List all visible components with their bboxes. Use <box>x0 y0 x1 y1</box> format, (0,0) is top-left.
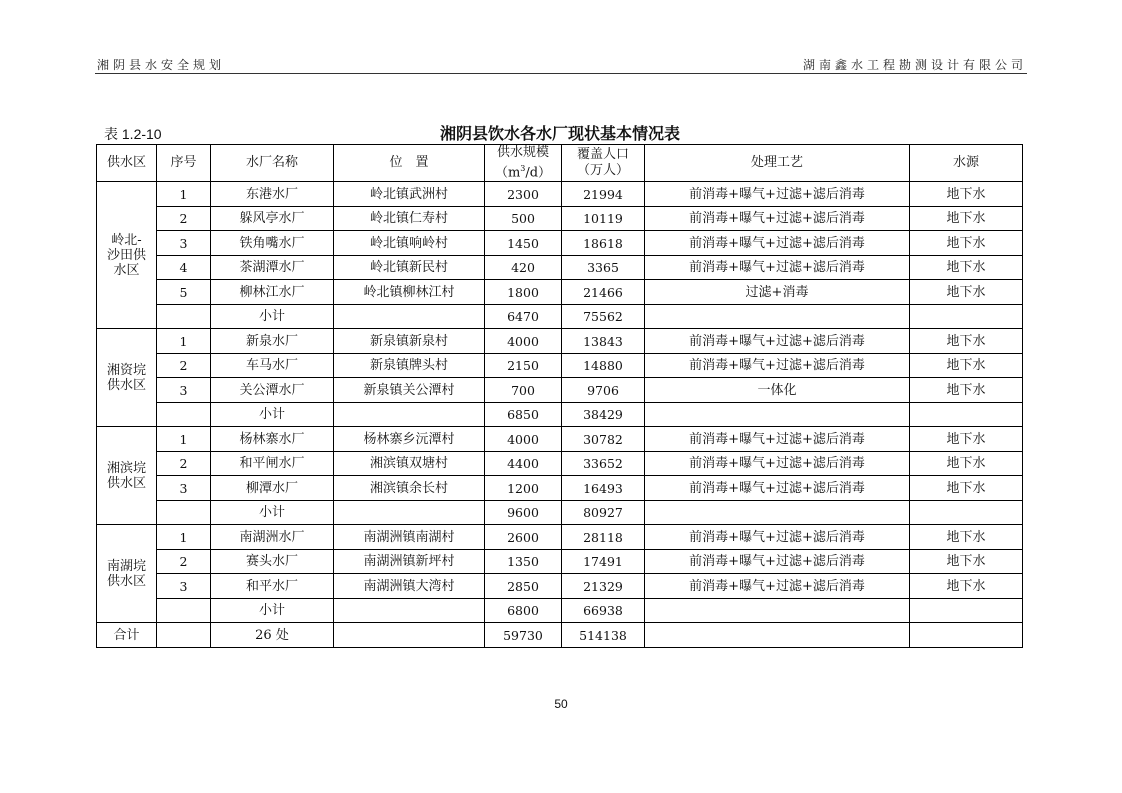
area-cell <box>97 329 157 427</box>
total-location-cell <box>334 623 485 648</box>
population-cell: 16493 <box>562 476 645 501</box>
scale-cell: 1450 <box>485 231 562 256</box>
plant-name-cell: 柳林江水厂 <box>211 280 334 305</box>
subtotal-label-cell: 小计 <box>211 500 334 525</box>
process-cell: 前消毒+曝气+过滤+滤后消毒 <box>645 451 910 476</box>
subtotal-population-cell: 80927 <box>562 500 645 525</box>
subtotal-source-cell <box>910 402 1023 427</box>
plant-name-cell: 柳潭水厂 <box>211 476 334 501</box>
process-cell: 前消毒+曝气+过滤+滤后消毒 <box>645 427 910 452</box>
source-cell: 地下水 <box>910 255 1023 280</box>
population-cell: 13843 <box>562 329 645 354</box>
seq-cell: 2 <box>157 451 211 476</box>
population-cell: 21466 <box>562 280 645 305</box>
subtotal-seq-cell <box>157 304 211 329</box>
header-rule <box>95 73 1027 74</box>
subtotal-scale-cell: 6850 <box>485 402 562 427</box>
source-cell: 地下水 <box>910 378 1023 403</box>
subtotal-process-cell <box>645 598 910 623</box>
location-cell: 南湖洲镇南湖村 <box>334 525 485 550</box>
subtotal-population-cell: 38429 <box>562 402 645 427</box>
subtotal-row <box>97 598 1023 623</box>
subtotal-scale-cell: 6470 <box>485 304 562 329</box>
area-line: 沙田供 <box>106 247 146 263</box>
process-cell: 一体化 <box>645 378 910 403</box>
source-cell: 地下水 <box>910 525 1023 550</box>
subtotal-process-cell <box>645 402 910 427</box>
table-number: 表 1.2-10 <box>104 126 162 142</box>
source-cell: 地下水 <box>910 206 1023 231</box>
col-header-area: 供水区 <box>97 145 157 182</box>
process-cell: 前消毒+曝气+过滤+滤后消毒 <box>645 353 910 378</box>
total-process-cell <box>645 623 910 648</box>
location-cell: 岭北镇新民村 <box>334 255 485 280</box>
subtotal-location-cell <box>334 402 485 427</box>
population-cell: 33652 <box>562 451 645 476</box>
scale-cell: 500 <box>485 206 562 231</box>
plant-name-cell: 赛头水厂 <box>211 549 334 574</box>
source-cell: 地下水 <box>910 451 1023 476</box>
total-source-cell <box>910 623 1023 648</box>
area-line: 岭北- <box>111 232 142 248</box>
process-cell: 前消毒+曝气+过滤+滤后消毒 <box>645 206 910 231</box>
running-header-right: 湖南鑫水工程勘测设计有限公司 <box>802 58 1027 72</box>
population-cell: 21329 <box>562 574 645 599</box>
source-cell: 地下水 <box>910 574 1023 599</box>
seq-cell: 3 <box>157 231 211 256</box>
scale-cell: 700 <box>485 378 562 403</box>
area-line: 供水区 <box>106 573 146 589</box>
subtotal-source-cell <box>910 500 1023 525</box>
area-line: 湘滨垸 <box>106 460 146 476</box>
population-cell: 18618 <box>562 231 645 256</box>
seq-cell: 3 <box>157 476 211 501</box>
subtotal-seq-cell <box>157 598 211 623</box>
process-cell: 前消毒+曝气+过滤+滤后消毒 <box>645 574 910 599</box>
subtotal-label-cell: 小计 <box>211 402 334 427</box>
process-cell: 前消毒+曝气+过滤+滤后消毒 <box>645 182 910 207</box>
scale-cell: 1800 <box>485 280 562 305</box>
seq-cell: 5 <box>157 280 211 305</box>
scale-cell: 420 <box>485 255 562 280</box>
seq-cell: 4 <box>157 255 211 280</box>
table-row <box>97 329 1023 354</box>
seq-cell: 3 <box>157 574 211 599</box>
area-line: 供水区 <box>106 475 146 491</box>
area-cell <box>97 525 157 623</box>
plant-name-cell: 躲风亭水厂 <box>211 206 334 231</box>
seq-cell: 1 <box>157 182 211 207</box>
table-row <box>97 231 1023 256</box>
plant-name-cell: 和平闸水厂 <box>211 451 334 476</box>
area-cell <box>97 427 157 525</box>
scale-cell: 2600 <box>485 525 562 550</box>
location-cell: 湘滨镇余长村 <box>334 476 485 501</box>
col-header-location: 位 置 <box>334 145 485 182</box>
scale-cell: 1350 <box>485 549 562 574</box>
subtotal-row <box>97 402 1023 427</box>
location-cell: 南湖洲镇新坪村 <box>334 549 485 574</box>
subtotal-label-cell: 小计 <box>211 598 334 623</box>
population-cell: 30782 <box>562 427 645 452</box>
table-row <box>97 574 1023 599</box>
population-cell: 9706 <box>562 378 645 403</box>
location-cell: 岭北镇武洲村 <box>334 182 485 207</box>
col-header-scale-line1: 供水规模 <box>496 145 549 160</box>
total-population-cell: 514138 <box>562 623 645 648</box>
location-cell: 南湖洲镇大湾村 <box>334 574 485 599</box>
total-seq-cell <box>157 623 211 648</box>
table-title: 湘阴县饮水各水厂现状基本情况表 <box>440 124 681 143</box>
subtotal-location-cell <box>334 304 485 329</box>
process-cell: 前消毒+曝气+过滤+滤后消毒 <box>645 255 910 280</box>
source-cell: 地下水 <box>910 182 1023 207</box>
subtotal-seq-cell <box>157 500 211 525</box>
table-header-row <box>97 145 1023 182</box>
location-cell: 新泉镇新泉村 <box>334 329 485 354</box>
plant-name-cell: 车马水厂 <box>211 353 334 378</box>
seq-cell: 1 <box>157 329 211 354</box>
table-row <box>97 255 1023 280</box>
subtotal-scale-cell: 9600 <box>485 500 562 525</box>
subtotal-row <box>97 500 1023 525</box>
scale-cell: 2850 <box>485 574 562 599</box>
scale-cell: 4400 <box>485 451 562 476</box>
process-cell: 前消毒+曝气+过滤+滤后消毒 <box>645 231 910 256</box>
area-line: 水区 <box>113 262 140 278</box>
col-header-name: 水厂名称 <box>211 145 334 182</box>
seq-cell: 1 <box>157 525 211 550</box>
table-row <box>97 182 1023 207</box>
total-count-cell: 26 处 <box>211 623 334 648</box>
population-cell: 17491 <box>562 549 645 574</box>
plant-name-cell: 茶湖潭水厂 <box>211 255 334 280</box>
plant-name-cell: 关公潭水厂 <box>211 378 334 403</box>
seq-cell: 1 <box>157 427 211 452</box>
total-row <box>97 623 1023 648</box>
location-cell: 岭北镇仁寿村 <box>334 206 485 231</box>
plant-name-cell: 和平水厂 <box>211 574 334 599</box>
plant-name-cell: 东港水厂 <box>211 182 334 207</box>
table-row <box>97 451 1023 476</box>
scale-cell: 2150 <box>485 353 562 378</box>
seq-cell: 2 <box>157 206 211 231</box>
subtotal-population-cell: 66938 <box>562 598 645 623</box>
plant-name-cell: 新泉水厂 <box>211 329 334 354</box>
source-cell: 地下水 <box>910 476 1023 501</box>
total-label-cell: 合计 <box>97 623 157 648</box>
scale-cell: 1200 <box>485 476 562 501</box>
population-cell: 28118 <box>562 525 645 550</box>
col-header-scale-line2: $(m^3/d)$ <box>494 164 552 181</box>
process-cell: 前消毒+曝气+过滤+滤后消毒 <box>645 329 910 354</box>
area-line: 供水区 <box>106 377 146 393</box>
location-cell: 湘滨镇双塘村 <box>334 451 485 476</box>
source-cell: 地下水 <box>910 427 1023 452</box>
col-header-population <box>562 145 645 182</box>
source-cell: 地下水 <box>910 329 1023 354</box>
table-body <box>97 182 1023 648</box>
water-plant-table <box>96 144 1023 648</box>
table-row <box>97 206 1023 231</box>
seq-cell: 3 <box>157 378 211 403</box>
subtotal-location-cell <box>334 598 485 623</box>
subtotal-source-cell <box>910 598 1023 623</box>
area-cell <box>97 182 157 329</box>
table-row <box>97 378 1023 403</box>
area-line: 湘资垸 <box>106 362 146 378</box>
plant-name-cell: 铁角嘴水厂 <box>211 231 334 256</box>
source-cell: 地下水 <box>910 231 1023 256</box>
location-cell: 新泉镇牌头村 <box>334 353 485 378</box>
scale-cell: 4000 <box>485 427 562 452</box>
location-cell: 岭北镇响岭村 <box>334 231 485 256</box>
table-row <box>97 549 1023 574</box>
page-number: 50 <box>554 697 568 711</box>
subtotal-population-cell: 75562 <box>562 304 645 329</box>
table-row <box>97 280 1023 305</box>
running-header-left: 湘阴县水安全规划 <box>97 58 226 72</box>
subtotal-location-cell <box>334 500 485 525</box>
plant-name-cell: 杨林寨水厂 <box>211 427 334 452</box>
subtotal-process-cell <box>645 500 910 525</box>
population-cell: 10119 <box>562 206 645 231</box>
location-cell: 新泉镇关公潭村 <box>334 378 485 403</box>
subtotal-source-cell <box>910 304 1023 329</box>
col-header-source: 水源 <box>910 145 1023 182</box>
population-cell: 21994 <box>562 182 645 207</box>
total-scale-cell: 59730 <box>485 623 562 648</box>
area-line: 南湖垸 <box>106 558 146 574</box>
col-header-population-line1: 覆盖人口 <box>576 147 629 163</box>
process-cell: 过滤+消毒 <box>645 280 910 305</box>
process-cell: 前消毒+曝气+过滤+滤后消毒 <box>645 525 910 550</box>
process-cell: 前消毒+曝气+过滤+滤后消毒 <box>645 549 910 574</box>
process-cell: 前消毒+曝气+过滤+滤后消毒 <box>645 476 910 501</box>
table-row <box>97 476 1023 501</box>
subtotal-scale-cell: 6800 <box>485 598 562 623</box>
source-cell: 地下水 <box>910 549 1023 574</box>
subtotal-label-cell: 小计 <box>211 304 334 329</box>
col-header-scale <box>485 145 562 182</box>
table-row <box>97 353 1023 378</box>
col-header-seq: 序号 <box>157 145 211 182</box>
table-row <box>97 427 1023 452</box>
subtotal-seq-cell <box>157 402 211 427</box>
plant-name-cell: 南湖洲水厂 <box>211 525 334 550</box>
seq-cell: 2 <box>157 549 211 574</box>
source-cell: 地下水 <box>910 280 1023 305</box>
subtotal-row <box>97 304 1023 329</box>
seq-cell: 2 <box>157 353 211 378</box>
scale-cell: 4000 <box>485 329 562 354</box>
source-cell: 地下水 <box>910 353 1023 378</box>
table-row <box>97 525 1023 550</box>
population-cell: 14880 <box>562 353 645 378</box>
location-cell: 杨林寨乡沅潭村 <box>334 427 485 452</box>
population-cell: 3365 <box>562 255 645 280</box>
subtotal-process-cell <box>645 304 910 329</box>
location-cell: 岭北镇柳林江村 <box>334 280 485 305</box>
col-header-process: 处理工艺 <box>645 145 910 182</box>
scale-cell: 2300 <box>485 182 562 207</box>
col-header-population-line2: （万人） <box>576 163 629 179</box>
